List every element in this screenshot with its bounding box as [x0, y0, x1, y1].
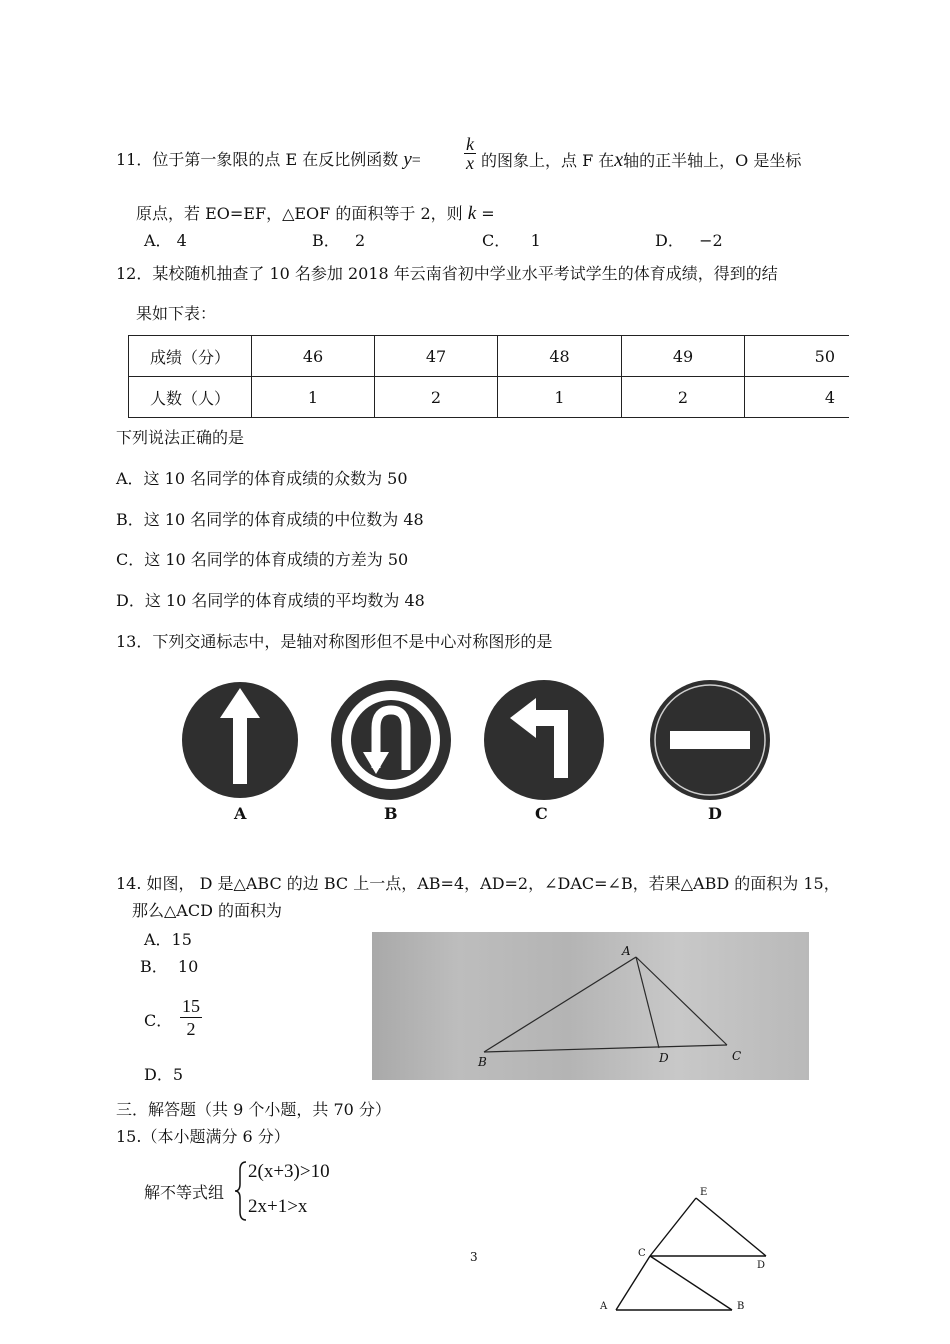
q14-option-c-fraction — [180, 995, 202, 1040]
table-cell: 47 — [375, 336, 498, 377]
triangle-abc-diagram — [372, 932, 809, 1080]
traffic-signs — [170, 670, 790, 810]
q11-k-var: k — [467, 203, 477, 224]
triangle-figure-photo — [372, 932, 809, 1080]
q11-line1 — [116, 150, 421, 171]
table-header-score: 成绩（分） — [129, 336, 252, 377]
table-cell: 48 — [498, 336, 622, 377]
q11-line1-b — [481, 150, 801, 171]
q14-frac-num: 15 — [182, 996, 200, 1016]
q14-line2: 那么△ACD 的面积为 — [132, 901, 283, 920]
q14-line1: 14. 如图， D 是△ABC 的边 BC 上一点，AB=4，AD=2，∠DAC=∠B，若果△ABD 的面积为 15， — [116, 874, 840, 893]
q12-line2: 果如下表： — [136, 304, 217, 323]
q12-option-a: A．这 10 名同学的体育成绩的众数为 50 — [116, 469, 408, 488]
q15-label-a: A — [600, 1301, 608, 1312]
q15-label-c: C — [638, 1248, 646, 1259]
sign-label-a: A — [234, 804, 247, 823]
q11-option-d: D． −2 — [655, 231, 723, 250]
sign-u-turn-icon — [331, 680, 451, 800]
table-cell: 1 — [252, 377, 375, 418]
sign-label-c: C — [535, 804, 548, 823]
table-cell: 2 — [622, 377, 745, 418]
section-3-heading: 三．解答题（共 9 个小题，共 70 分） — [116, 1100, 391, 1119]
table-cell: 2 — [375, 377, 498, 418]
q11-line2 — [136, 204, 495, 224]
q14-option-d: D．5 — [144, 1065, 184, 1084]
q13-line: 13．下列交通标志中，是轴对称图形但不是中心对称图形的是 — [116, 632, 553, 651]
q11-fraction — [464, 135, 476, 172]
sign-left-turn-icon — [484, 680, 604, 800]
sign-no-entry-icon — [650, 680, 770, 800]
q12-line1: 12．某校随机抽查了 10 名参加 2018 年云南省初中学业水平考试学生的体育成绩，得到的结 — [116, 264, 778, 283]
q11-x-var: x — [614, 149, 624, 171]
sign-label-d: D — [708, 804, 722, 823]
brace-icon — [234, 1160, 248, 1222]
q15-inequality-2: 2x+1>x — [248, 1196, 308, 1217]
q14-option-c: C． — [144, 1011, 173, 1030]
q11-option-b: B． 2 — [312, 231, 366, 250]
q15-inequality-1: 2(x+3)>10 — [248, 1161, 330, 1182]
score-table — [128, 335, 849, 418]
q11-text-b: 的图象上，点 F 在 — [481, 151, 615, 170]
table-header-count: 人数（人） — [129, 377, 252, 418]
table-cell: 46 — [252, 336, 375, 377]
q14-option-a: A．15 — [144, 930, 192, 949]
q11-option-c: C． 1 — [482, 231, 541, 250]
q11-frac-num: k — [466, 134, 474, 154]
q12-option-b: B．这 10 名同学的体育成绩的中位数为 48 — [116, 510, 424, 529]
sign-straight-arrow-icon — [182, 682, 298, 798]
fig-label-c: C — [732, 1049, 742, 1063]
q14-option-b: B． 10 — [140, 957, 199, 976]
page-number: 3 — [470, 1250, 478, 1264]
table-cell: 4 — [745, 377, 850, 418]
table-row — [129, 336, 850, 377]
q15-prompt: 解不等式组 — [144, 1183, 225, 1202]
table-cell: 49 — [622, 336, 745, 377]
q15-label-b: B — [737, 1301, 745, 1312]
q14-frac-den: 2 — [186, 1019, 196, 1039]
q12-option-d: D．这 10 名同学的体育成绩的平均数为 48 — [116, 591, 425, 610]
q11-fn-eq: = — [411, 152, 421, 169]
table-cell: 50 — [745, 336, 850, 377]
fig-label-d: D — [659, 1051, 669, 1065]
q11-option-a: A． 4 — [144, 231, 187, 250]
q12-prompt: 下列说法正确的是 — [116, 428, 245, 447]
q11-text-e: = — [481, 204, 495, 223]
q11-frac-den: x — [466, 153, 474, 173]
table-row — [129, 377, 850, 418]
sign-label-b: B — [384, 804, 398, 823]
q11-text-c: 轴的正半轴上，O 是坐标 — [623, 151, 802, 170]
q11-text-a: 11．位于第一象限的点 E 在反比例函数 — [116, 150, 399, 169]
q11-fn-y: y — [403, 149, 412, 170]
fig-label-a: A — [622, 944, 631, 958]
q15-label-d: D — [757, 1260, 766, 1271]
fig-label-b: B — [478, 1055, 487, 1069]
q15-figure — [596, 1186, 786, 1314]
q11-text-d: 原点，若 EO=EF，△EOF 的面积等于 2，则 — [136, 204, 463, 223]
q15-line1: 15.（本小题满分 6 分） — [116, 1127, 290, 1146]
q15-label-e: E — [700, 1187, 708, 1198]
table-cell: 1 — [498, 377, 622, 418]
q12-option-c: C．这 10 名同学的体育成绩的方差为 50 — [116, 550, 409, 569]
